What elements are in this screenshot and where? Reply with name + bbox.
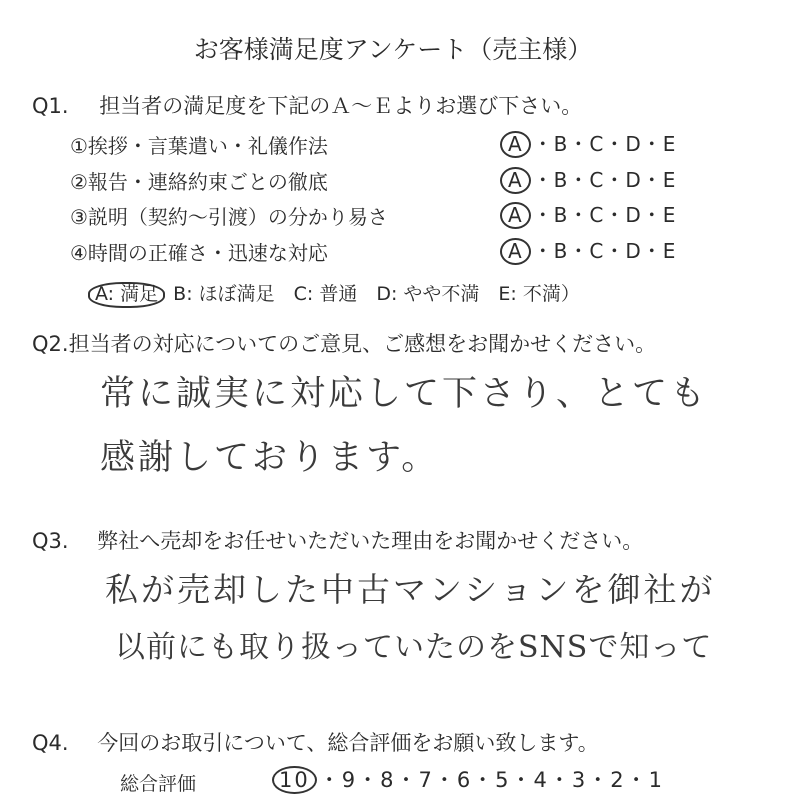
q1-heading — [32, 90, 582, 120]
q4-number: Q4. — [32, 731, 69, 755]
q1-item-2-scale[interactable] — [500, 164, 676, 194]
legend-selected: A: 満足 — [88, 282, 165, 308]
q4-question: 今回のお取引について、総合評価をお願い致します。 — [97, 731, 599, 755]
q4-eval-scale[interactable] — [272, 764, 664, 794]
q2-number: Q2. — [32, 332, 69, 356]
rating-options: ・B・C・D・E — [532, 168, 677, 192]
selected-rating-circle[interactable]: A — [500, 167, 531, 194]
selected-score-circle[interactable]: 10 — [272, 766, 317, 794]
q1-item-3-label: ③説明（契約～引渡）の分かり易さ — [70, 205, 388, 229]
page-title: お客様満足度アンケート（売主様） — [193, 35, 593, 64]
rating-options: ・B・C・D・E — [532, 203, 677, 227]
rating-options: ・B・C・D・E — [532, 132, 677, 156]
q3-answer-line-1: 私が売却した中古マンションを御社が — [105, 570, 716, 609]
q1-question: 担当者の満足度を下記のＡ～Ｅよりお選び下さい。 — [99, 94, 583, 118]
q4-eval-label: 総合評価 — [120, 773, 197, 795]
q1-number: Q1. — [32, 94, 69, 118]
q2-answer-line-1: 常に誠実に対応して下さり、とても — [100, 374, 709, 414]
q2-answer-line-2: 感謝しております。 — [100, 438, 440, 478]
legend-rest: B: ほぼ満足 C: 普通 D: やや不満 E: 不満） — [173, 283, 580, 305]
q3-heading — [32, 525, 643, 555]
q2-question: 担当者の対応についてのご意見、ご感想をお聞かせください。 — [68, 332, 657, 356]
q2-heading — [32, 328, 656, 358]
q1-item-1-label: ①挨拶・言葉遣い・礼儀作法 — [70, 134, 328, 158]
q3-answer-line-2: 以前にも取り扱っていたのをSNSで知って — [115, 630, 713, 665]
selected-rating-circle[interactable]: A — [500, 131, 531, 158]
selected-rating-circle[interactable]: A — [500, 202, 531, 229]
q1-item-4-label: ④時間の正確さ・迅速な対応 — [70, 241, 328, 265]
rating-options: ・B・C・D・E — [532, 239, 677, 263]
selected-rating-circle[interactable]: A — [500, 238, 531, 265]
q1-item-2-label: ②報告・連絡約束ごとの徹底 — [70, 170, 328, 194]
q1-item-4-scale[interactable] — [500, 235, 676, 265]
q1-item-3-scale[interactable] — [500, 199, 676, 229]
q1-legend — [88, 279, 580, 308]
q1-item-1-scale[interactable] — [500, 128, 676, 158]
q3-number: Q3. — [32, 529, 69, 553]
q4-heading — [32, 727, 599, 757]
q3-question: 弊社へ売却をお任せいただいた理由をお聞かせください。 — [97, 529, 644, 553]
score-options: ・9・8・7・6・5・4・3・2・1 — [318, 768, 664, 792]
